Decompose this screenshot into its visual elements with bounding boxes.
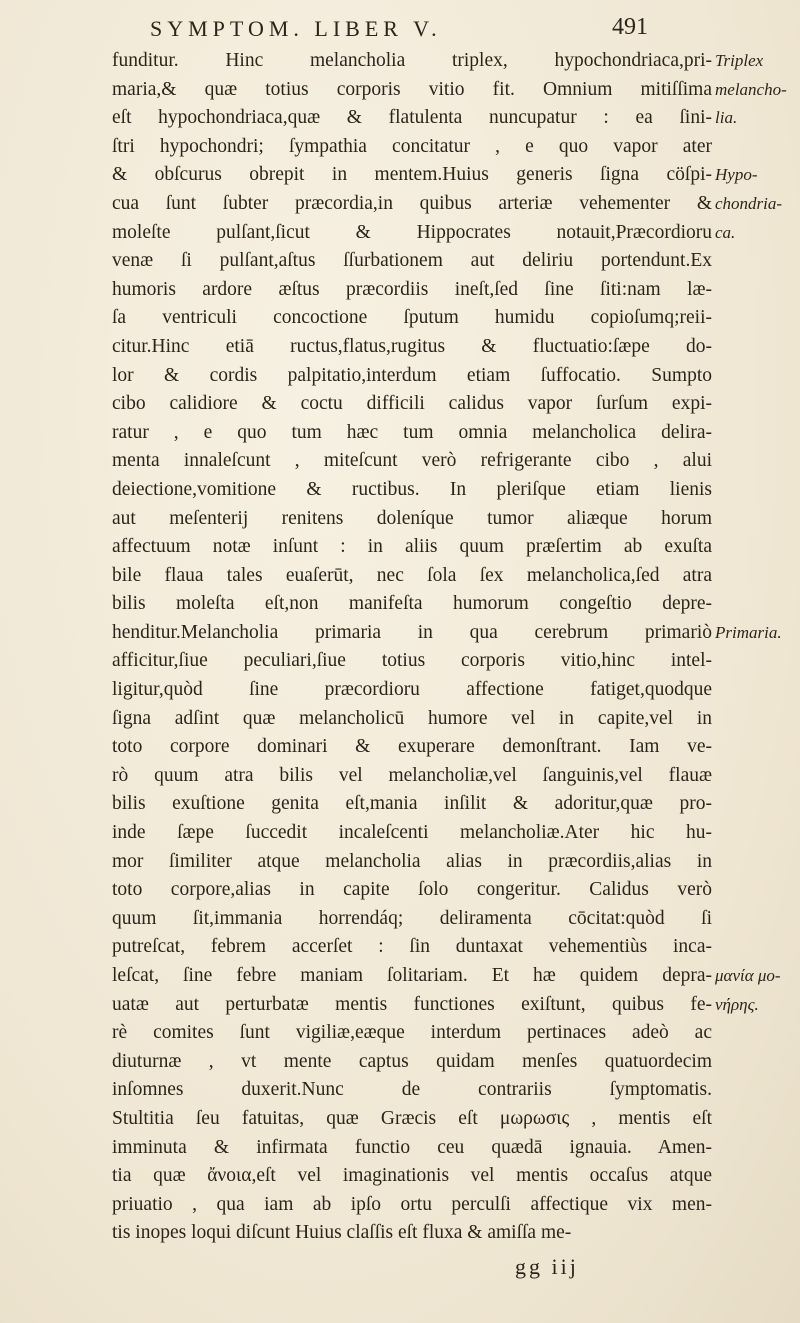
text-line: ſtri hypochondri; ſympathia concitatur , e quo vapor ater [112,135,712,157]
main-text-block [112,47,712,1248]
text-line: rò quum atra bilis vel melancholiæ,vel ſanguinis,vel flauæ [112,764,712,786]
text-line: imminuta & infirmata functio ceu quædā ignauia. Amen- [112,1136,712,1158]
text-line: menta innaleſcunt , miteſcunt verò refrigerante cibo , alui [112,450,712,472]
text-line: cibo calidiore & coctu difficili calidus vapor ſurſum expi- [112,393,712,415]
text-line: rè comites ſunt vigiliæ,eæque interdum pertinaces adeò ac [112,1022,712,1044]
margin-note: Triplex [715,51,764,70]
text-line: henditur.Melancholia primaria in qua cerebrum primariò [112,621,712,643]
page-number: 491 [612,14,648,40]
text-line: venæ ſi pulſant,aſtus ſſurbationem aut deliriu portendunt.Ex [112,250,712,272]
text-line: humoris ardore æſtus præcordiis ineſt,ſed ſine ſiti:nam læ- [112,278,712,300]
text-line: toto corpore dominari & exuperare demonſtrant. Iam ve- [112,736,712,758]
margin-note: chondria- [715,194,783,213]
signature-mark: gg iij [515,1254,579,1279]
text-line: inſomnes duxerit.Nunc de contrariis ſymptomatis. [112,1079,712,1101]
text-line: moleſte pulſant,ſicut & Hippocrates notauit,Præcordioru [112,221,712,243]
text-line: leſcat, ſine febre maniam ſolitariam. Et hæ quidem depra- [112,965,712,986]
text-line: putreſcat, febrem accerſet : ſin duntaxat vehementiùs inca- [112,936,712,958]
text-line: bilis moleſta eſt,non manifeſta humorum congeſtio depre- [112,593,712,615]
margin-note: melancho- [715,79,787,99]
text-line: bile flaua tales euaſerūt, nec ſola ſex melancholica,ſed atra [112,564,712,586]
margin-note: lia. [715,108,738,128]
text-line: funditur. Hinc melancholia triplex, hypochondriaca,pri- [112,50,712,71]
text-line: maria,& quæ totius corporis vitio fit. Omnium mitiſſima [112,78,712,100]
text-line: inde ſæpe ſuccedit incaleſcenti melancholiæ.Ater hic hu- [112,822,712,844]
text-line: ligitur,quòd ſine præcordioru affectione fatiget,quodque [112,679,712,701]
text-line: ſigna adſint quæ melancholicū humore vel in capite,vel in [112,707,712,729]
margin-note: νήρης. [715,994,759,1014]
running-head-title: SYMPTOM. LIBER V. [150,16,442,41]
margin-note: ca. [715,222,736,242]
text-line: tis inopes loqui diſcunt Huius claſſis eſt fluxa & amiſſa me- [112,1222,572,1244]
text-line: lor & cordis palpitatio,interdum etiam ſuffocatio. Sumpto [112,364,712,386]
margin-note: Primaria. [715,623,782,642]
margin-note: Hypo- [715,165,758,185]
text-line: priuatio , qua iam ab ipſo ortu perculſi affectique vix men- [112,1193,712,1215]
text-line: afficitur,ſiue peculiari,ſiue totius corporis vitio,hinc intel- [112,650,712,672]
text-line: ſa ventriculi concoctione ſputum humidu copioſumq;reii- [112,307,712,329]
text-line: bilis exuſtione genita eſt,mania inſilit & adoritur,quæ pro- [112,793,712,815]
text-line: ratur , e quo tum hæc tum omnia melancholica delira- [112,421,712,443]
text-line: tia quæ ἄνοια,eſt vel imaginationis vel mentis occaſus atque [112,1165,712,1187]
text-line: aut meſenterij renitens doleníque tumor aliæque horum [112,507,712,529]
text-line: Stultitia ſeu fatuitas, quæ Græcis eſt μωρωσις , mentis eſt [112,1107,712,1129]
text-line: citur.Hinc etiā ructus,flatus,rugitus & fluctuatio:ſæpe do- [112,335,712,357]
text-line: mor ſimiliter atque melancholia alias in præcordiis,alias in [112,850,712,872]
text-line: deiectione,vomitione & ructibus. In pleriſque etiam lienis [112,478,712,500]
text-line: uatæ aut perturbatæ mentis functiones exiſtunt, quibus fe- [112,993,712,1015]
text-line: quum ſit,immania horrendáq; deliramenta cōcitat:quòd ſi [112,907,712,929]
text-line: & obſcurus obrepit in mentem.Huius generis ſigna cöſpi- [112,164,712,186]
text-line: toto corpore,alias in capite ſolo congeritur. Calidus verò [112,879,712,901]
text-line: eſt hypochondriaca,quæ & flatulenta nuncupatur : ea ſini- [112,107,712,129]
text-line: affectuum notæ inſunt : in aliis quum præſertim ab exuſta [112,536,712,558]
text-line: cua ſunt ſubter præcordia,in quibus arteriæ vehementer & [112,192,712,214]
text-line: diuturnæ , vt mente captus quidam menſes quatuordecim [112,1050,712,1072]
margin-note: μανία μο- [715,966,781,986]
